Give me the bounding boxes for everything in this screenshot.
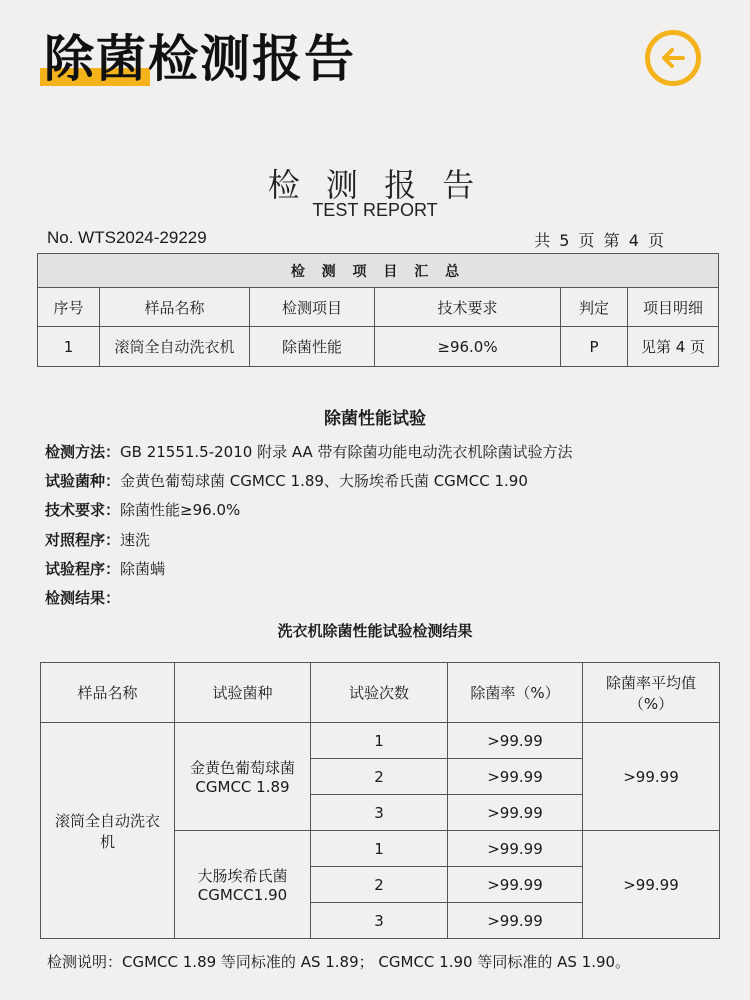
summary-cell: 见第 4 页 [628,327,719,367]
report-number: No. WTS2024-29229 [47,228,207,247]
trial-number: 2 [311,759,448,795]
summary-header-cell: 技术要求 [375,288,561,327]
info-label: 技术要求： [45,501,121,519]
results-header-cell: 试验次数 [311,663,448,723]
info-label: 检测方法： [45,443,121,461]
summary-header-cell: 样品名称 [100,288,250,327]
strain-name: 金黄色葡萄球菌 [189,759,295,777]
info-value: 除菌性能≥96.0% [120,501,241,519]
info-line [45,530,150,550]
results-header-cell: 试验菌种 [175,663,311,723]
trial-number: 3 [311,795,448,831]
footnote: 检测说明：CGMCC 1.89 等同标准的 AS 1.89； CGMCC 1.90 等同标准的 AS 1.90。 [47,953,631,971]
trial-rate: >99.99 [448,867,583,903]
strain-code: CGMCC1.90 [197,886,288,904]
trial-number: 1 [311,831,448,867]
trial-rate: >99.99 [448,831,583,867]
results-header-cell: 除菌率平均值（%） [583,663,720,723]
info-line [45,442,573,462]
report-subtitle: TEST REPORT [312,200,438,220]
trial-number: 3 [311,903,448,939]
summary-cell: P [561,327,628,367]
results-header-cell: 除菌率（%） [448,663,583,723]
summary-cell: 除菌性能 [250,327,375,367]
trial-rate: >99.99 [448,723,583,759]
trial-rate: >99.99 [448,903,583,939]
page-title: 除菌检测报告 [44,30,356,88]
info-line [45,471,528,491]
average-rate: >99.99 [583,723,720,831]
results-table [40,662,720,939]
info-value: 速洗 [120,531,151,549]
info-label: 对照程序： [45,531,121,549]
summary-table [37,253,719,367]
summary-cell: 1 [38,327,100,367]
strain-name: 大肠埃希氏菌 [197,867,288,885]
summary-caption: 检 测 项 目 汇 总 [38,254,719,288]
trial-number: 1 [311,723,448,759]
summary-header-cell: 项目明细 [628,288,719,327]
info-value: 除菌螨 [120,560,166,578]
section-title: 除菌性能试验 [324,409,426,429]
sample-name-cell: 滚筒全自动洗衣机 [41,723,175,939]
trial-rate: >99.99 [448,759,583,795]
strain-cell [175,723,311,831]
summary-header-cell: 检测项目 [250,288,375,327]
results-title: 洗衣机除菌性能试验检测结果 [277,622,473,640]
results-header-cell: 样品名称 [41,663,175,723]
summary-cell: 滚筒全自动洗衣机 [100,327,250,367]
info-label: 检测结果： [45,589,121,607]
summary-cell: ≥96.0% [375,327,561,367]
strain-cell [175,831,311,939]
arrow-left-circle-icon [658,43,688,73]
report-title: 检 测 报 告 [267,166,483,204]
info-line [45,588,120,608]
info-value: GB 21551.5-2010 附录 AA 带有除菌功能电动洗衣机除菌试验方法 [120,443,573,461]
back-button[interactable] [645,30,701,86]
summary-header-cell: 判定 [561,288,628,327]
strain-code: CGMCC 1.89 [195,778,290,796]
info-value: 金黄色葡萄球菌 CGMCC 1.89、大肠埃希氏菌 CGMCC 1.90 [120,472,528,490]
page-info: 共 5 页 第 4 页 [534,231,666,250]
summary-header-cell: 序号 [38,288,100,327]
info-label: 试验菌种： [45,472,121,490]
trial-rate: >99.99 [448,795,583,831]
trial-number: 2 [311,867,448,903]
info-label: 试验程序： [45,560,121,578]
info-line [45,559,165,579]
info-line [45,500,240,520]
average-rate: >99.99 [583,831,720,939]
